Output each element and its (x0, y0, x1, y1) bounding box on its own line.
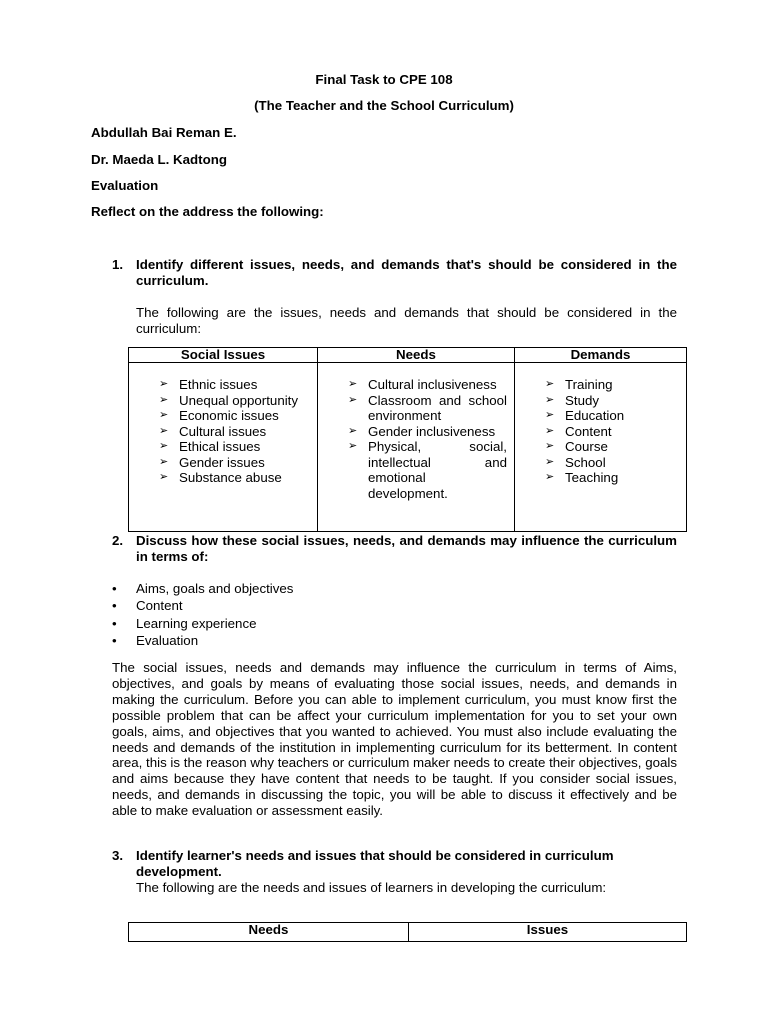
arrow-bullet-icon: ➢ (159, 440, 169, 452)
table-header-needs: Needs (318, 348, 515, 363)
question-1-text: Identify different issues, needs, and demands that's should be considered in the curriculum. (136, 257, 677, 288)
author-name: Abdullah Bai Reman E. (91, 125, 237, 140)
influence-areas-list (112, 581, 293, 651)
arrow-bullet-icon: ➢ (545, 378, 555, 390)
issues-needs-demands-table (128, 347, 687, 532)
list-item: • Aims, goals and objectives (112, 581, 294, 596)
table-header-needs: Needs (129, 923, 409, 942)
table-header-issues: Issues (409, 923, 687, 942)
arrow-bullet-icon: ➢ (545, 409, 555, 421)
arrow-bullet-icon: ➢ (159, 378, 169, 390)
list-item: ➢ Unequal opportunity (159, 392, 299, 408)
needs-cell (318, 363, 515, 532)
arrow-bullet-icon: ➢ (348, 424, 358, 437)
table-header-demands: Demands (515, 348, 687, 363)
list-item: ➢ Training (545, 377, 613, 392)
list-item: ➢ Cultural inclusiveness (348, 377, 497, 392)
question-1-answer: The following are the issues, needs and demands that should be considered in the curriculum: (136, 305, 677, 336)
question-2-text: Discuss how these social issues, needs, and demands may influence the curriculum in terms of: (136, 533, 677, 564)
list-item: ➢ Substance abuse (159, 470, 282, 485)
question-1-number: 1. (112, 257, 124, 272)
list-item: ➢ Gender inclusiveness (348, 423, 496, 439)
arrow-bullet-icon: ➢ (159, 424, 169, 437)
list-item: ➢ Content (545, 423, 612, 439)
learner-needs-issues-table (128, 922, 687, 942)
arrow-bullet-icon: ➢ (159, 471, 169, 483)
list-item: ➢ Gender issues (159, 454, 265, 470)
list-item: ➢ Education (545, 408, 625, 423)
arrow-bullet-icon: ➢ (545, 455, 555, 468)
question-2-number: 2. (112, 533, 124, 548)
bullet-icon: • (112, 615, 117, 631)
list-item: • Learning experience (112, 615, 257, 631)
table-header-social-issues: Social Issues (129, 348, 318, 363)
document-title: Final Task to CPE 108 (315, 72, 453, 87)
social-issues-cell (129, 363, 318, 532)
arrow-bullet-icon: ➢ (159, 393, 169, 406)
list-item: ➢ Economic issues (159, 408, 279, 423)
arrow-bullet-icon: ➢ (545, 393, 555, 406)
bullet-icon: • (112, 581, 117, 596)
arrow-bullet-icon: ➢ (348, 378, 358, 390)
question-2-answer: The social issues, needs and demands may influence the curriculum in terms of Aims, objectives, and goals by means of evaluating those social issues, needs, and demands in making the curriculum. Before you can able to implement curriculum, you must know first the possible problem that can be affect your curriculum implementation for you to set your own goals, aims, and objectives that you wanted to achieved. You must also include evaluating the needs and demands of the institution in implementing curriculum for its betterment. In content area, this is the reason why teachers or curriculum maker needs to create their objectives, goals and aims because they have content that needs to be taught. If you consider social issues, needs, and demands in discussing the topic, you will be able to discuss it effectively and be able to make evaluation or assessment easily. (112, 660, 677, 819)
bullet-icon: • (112, 598, 117, 614)
arrow-bullet-icon: ➢ (348, 440, 358, 452)
instructor-name: Dr. Maeda L. Kadtong (91, 152, 227, 167)
list-item: • Evaluation (112, 633, 199, 649)
arrow-bullet-icon: ➢ (159, 409, 169, 421)
list-item: ➢ Cultural issues (159, 423, 267, 439)
arrow-bullet-icon: ➢ (348, 393, 358, 406)
list-item: • Content (112, 598, 183, 614)
arrow-bullet-icon: ➢ (159, 455, 169, 468)
list-item: ➢ School (545, 454, 606, 470)
arrow-bullet-icon: ➢ (545, 471, 555, 483)
list-item: ➢ Physical, social, intellectual and emotional development. (348, 439, 507, 501)
list-item: ➢ Ethnic issues (159, 377, 258, 392)
arrow-bullet-icon: ➢ (545, 440, 555, 452)
list-item: ➢ Teaching (545, 470, 619, 485)
list-item: ➢ Study (545, 392, 600, 408)
question-3-text: Identify learner's needs and issues that should be considered in curriculum development. (136, 848, 614, 879)
document-subtitle: (The Teacher and the School Curriculum) (254, 98, 514, 113)
bullet-icon: • (112, 633, 117, 649)
list-item: ➢ Course (545, 439, 608, 454)
question-3-number: 3. (112, 848, 124, 863)
list-item: ➢ Classroom and school environment (348, 392, 507, 423)
question-3-answer: The following are the needs and issues of learners in developing the curriculum: (136, 880, 607, 895)
demands-cell (515, 363, 687, 532)
instruction-text: Reflect on the address the following: (91, 204, 324, 219)
list-item: ➢ Ethical issues (159, 439, 261, 454)
section-label: Evaluation (91, 178, 159, 193)
arrow-bullet-icon: ➢ (545, 424, 555, 437)
